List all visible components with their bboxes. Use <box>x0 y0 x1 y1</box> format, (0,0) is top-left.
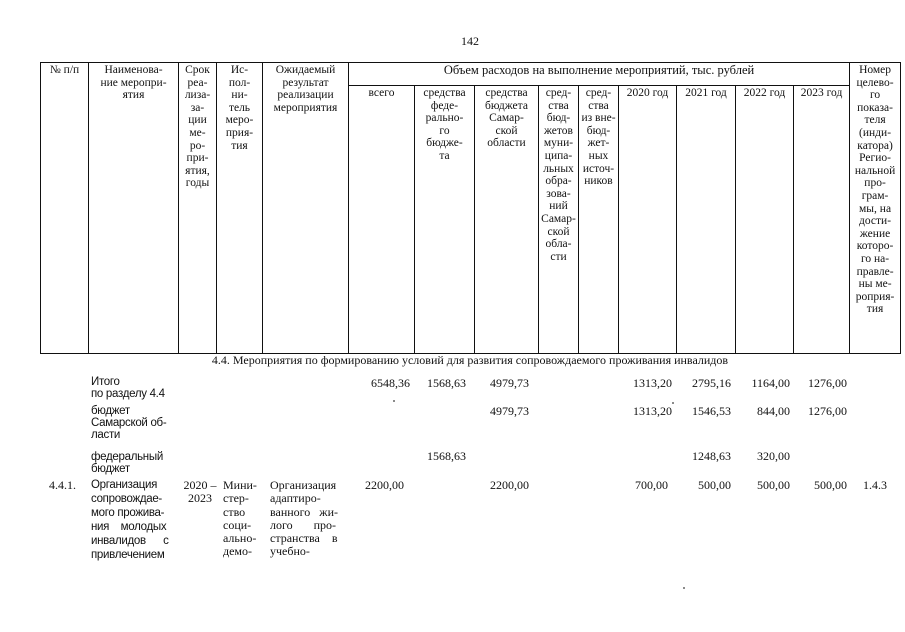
header-cell-name: Наименова- ние меропри- ятия <box>89 63 179 354</box>
item-executor: Мини- стер- ство соци- ально- демо- <box>223 478 257 559</box>
scan-speck <box>672 402 674 404</box>
item-2020: 700,00 <box>635 478 668 492</box>
row-label-regional-budget: бюджет Самарской об- ласти <box>91 405 167 442</box>
header-cell-municipal: сред- ства бюд- жетов муни- ципа- льных обра- зова- ний Самар- ской обла- сти <box>539 86 579 354</box>
table-header <box>40 62 901 354</box>
row-label-total: Итого по разделу 4.4 <box>91 376 165 401</box>
item-2023: 500,00 <box>814 478 847 492</box>
item-2021: 500,00 <box>698 478 731 492</box>
header-cell-total: всего <box>349 86 415 354</box>
item-2022: 500,00 <box>757 478 790 492</box>
item-number: 4.4.1. <box>49 478 76 492</box>
section-title: 4.4. Мероприятия по формированию условий для развития сопровождаемого проживания инвалидов <box>211 353 729 367</box>
header-cell-2023: 2023 год <box>794 86 850 354</box>
regional-budget-2021: 1546,53 <box>692 404 731 418</box>
header-cell-term: Срок реа- лиза- за- ции ме- ро- при- ятия, годы <box>179 63 217 354</box>
scan-speck <box>393 400 395 402</box>
total-all: 6548,36 <box>371 376 410 390</box>
total-2022: 1164,00 <box>751 376 790 390</box>
scan-speck <box>683 587 685 589</box>
header-cell-volume: Объем расходов на выполнение мероприятий, тыс. рублей <box>349 63 850 86</box>
item-result: Организация адаптиро- ванного жи- лого про- странства в учебно- <box>270 478 339 559</box>
item-name: Организация сопровождае- мого прожива- ния молодых инвалидов с привлечением <box>91 479 169 561</box>
regional-budget-regional: 4979,73 <box>490 404 529 418</box>
federal-budget-federal: 1568,63 <box>427 449 466 463</box>
header-cell-regional: средства бюджета Самар- ской области <box>475 86 539 354</box>
total-2020: 1313,20 <box>633 376 672 390</box>
header-cell-executor: Ис- пол- ни- тель меро- прия- тия <box>217 63 263 354</box>
total-2023: 1276,00 <box>808 376 847 390</box>
regional-budget-2023: 1276,00 <box>808 404 847 418</box>
header-cell-extrabudget: сред- ства из вне- бюд- жет- ных источ- ников <box>579 86 619 354</box>
page-number: 142 <box>461 34 479 48</box>
item-term: 2020 – 2023 <box>183 478 217 506</box>
header-cell-federal: средства феде- рально- го бюдже- та <box>415 86 475 354</box>
header-cell-number: № п/п <box>41 63 89 354</box>
header-cell-2020: 2020 год <box>619 86 677 354</box>
row-label-federal-budget: федеральный бюджет <box>91 451 163 476</box>
item-indicator: 1.4.3 <box>863 478 887 492</box>
header-cell-result: Ожидаемый результат реализации мероприятия <box>263 63 349 354</box>
total-2021: 2795,16 <box>692 376 731 390</box>
item-total: 2200,00 <box>365 478 404 492</box>
item-regional: 2200,00 <box>490 478 529 492</box>
regional-budget-2020: 1313,20 <box>633 404 672 418</box>
header-cell-2021: 2021 год <box>677 86 736 354</box>
regional-budget-2022: 844,00 <box>757 404 790 418</box>
header-cell-indicator: Номер целево- го показа- теля (инди- катора) Регио- нальной про- грам- мы, на дости- жение которо- го на- правле- ны ме- роприя- тия <box>850 63 901 354</box>
header-cell-2022: 2022 год <box>736 86 794 354</box>
total-regional: 4979,73 <box>490 376 529 390</box>
federal-budget-2021: 1248,63 <box>692 449 731 463</box>
federal-budget-2022: 320,00 <box>757 449 790 463</box>
total-federal: 1568,63 <box>427 376 466 390</box>
